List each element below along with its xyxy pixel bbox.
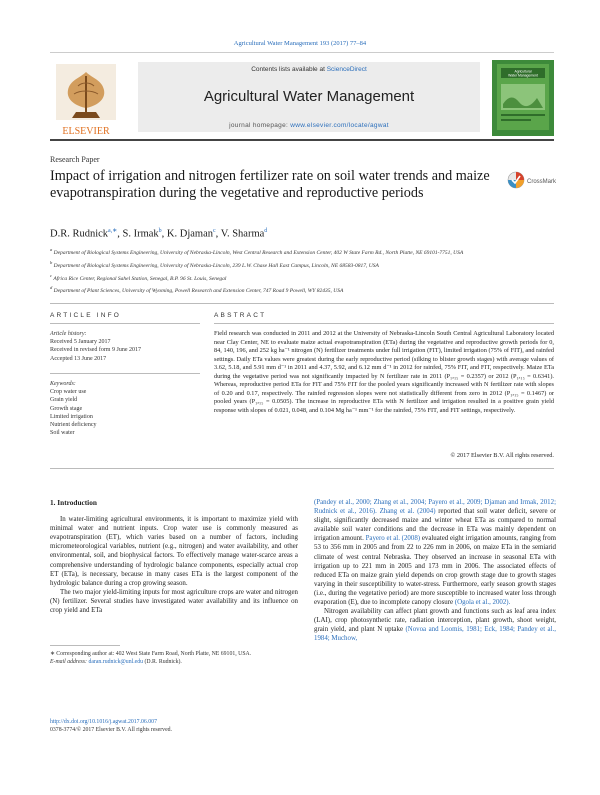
affiliation-mark: c [50,272,53,278]
author-separator: , [161,228,167,240]
keywords [50,380,200,437]
section-heading: 1. Introduction [50,498,97,507]
crossmark-icon [507,170,557,190]
divider [50,323,200,324]
journal-reference[interactable]: Agricultural Water Management 193 (2017) 77–84 [233,40,367,47]
citation-link[interactable]: (Novoa and Loomis, 1981; Eck, 1984; Pandey et al., 1984; Muchow, [314,626,556,643]
affiliation-text: Department of Plant Sciences, University of Wyoming, Powell Research and Extension Center, 747 Road 9 Powell, WY 82435, USA [53,288,344,295]
crossmark-label: CrossMark [527,179,557,185]
history-item: Accepted 13 June 2017 [50,355,107,362]
email-suffix: (D.R. Rudnick). [143,659,182,665]
affiliation-text: Department of Biological Systems Engineering, University of Nebraska-Lincoln, 239 L.W. Chase Hall East Campus, Lincoln, NE 68583-0817, USA [53,262,379,269]
keyword: Grain yield [50,397,78,404]
article-info-heading: ARTICLE INFO [50,312,122,319]
paragraph-text: Nitrogen availability can affect plant growth and functions such as leaf area index (LAI), crop photosynthetic rate, radiation interception, plant growth, shoot weight, grain yield, and plant N uptake [314,608,556,634]
email-link[interactable]: daran.rudnick@unl.edu [88,659,144,665]
paragraph: In water-limiting agricultural environments, it is important to maximize yield with minimal water and nutrient inputs. Crop water use is commonly measured as evapotranspiration (ET), which varies based on a number of factors, including micrometeorological variables, nutrient (e.g., nitrogen) and water availability, and other environmental, soil, and biophysical factors. To effectively manage water-scarce areas a comprehensive understanding of hydrologic balance components, especially actual crop ET (ETa), is necessary, because in many cases ETa is the largest component of the hydrologic balance during a crop growing season. [50,516,298,587]
footnotes [50,650,298,666]
author-name[interactable]: K. Djaman [166,228,213,240]
homepage-link[interactable]: www.elsevier.com/locate/agwat [290,122,389,129]
email-label: E-mail address: [50,659,89,665]
keyword: Growth stage [50,405,83,412]
keyword: Crop water use [50,389,87,396]
citation-link[interactable]: Zhang et al. (2004) [379,508,436,516]
affiliation-mark: b [50,259,53,265]
abstract-heading: ABSTRACT [214,312,267,319]
email-note [50,658,298,666]
author-name[interactable]: V. Sharma [220,228,265,240]
article-type: Research Paper [50,155,100,164]
author-name[interactable]: S. Irmak [122,228,159,240]
article-history [50,330,200,363]
publisher-logo-text: ELSEVIER [62,126,110,137]
paragraph: The two major yield-limiting inputs for most agriculture crops are water and nitrogen (N) fertilizer. Several studies have investigated water availability and its influence on crop yield and ETa [50,588,298,615]
doi-link[interactable]: http://dx.doi.org/10.1016/j.agwat.2017.06.007 [50,719,157,725]
doi-block [50,718,298,734]
paragraph [314,498,556,607]
svg-text:Water Management: Water Management [508,73,538,78]
paragraph-text: evaluated eight irrigation amounts, ranging from 53 to 356 mm in 2005 and from 22 to 226 mm in 2006, on maize ETa in the semiarid climate of west central Nebraska. They observed an increase in seasonal ETa with irrigation up to 221 mm in 2005 and 173 mm in 2006. The associated effects of reduced ETa on maize grain yield depends on crop growth stage due to growth stages varying in their susceptibility to water-stress. Furthermore, early season growth stages (i.e., during the vegetative period) are more susceptible to increased water loss through evaporation (E), due to incomplete canopy closure [314,535,557,607]
citation-link[interactable]: (Ogola et al., 2002). [454,599,511,607]
body-left-column [50,498,298,615]
affiliation-mark: d [50,285,53,291]
paragraph [314,607,556,643]
affiliation [50,284,550,295]
author-affiliation-mark[interactable]: c [213,228,216,234]
author-affiliation-mark[interactable]: d [264,228,268,234]
crossmark-badge[interactable] [507,170,557,190]
citation-link[interactable]: Payero et al. (2008) [365,535,421,543]
keyword: Limited irrigation [50,413,93,420]
divider [50,303,554,304]
author-affiliation-mark[interactable]: a,∗ [108,228,118,234]
paragraph-text: reported that soil water deficit, severe or slight, significantly decreased maize and winter wheat ETa as compared to normal available soil water conditions and the decrease in ETa was mainly dependent on irrigation amount. [314,508,556,543]
affiliation-mark: a [50,247,53,252]
author-name[interactable]: D.R. Rudnick [50,228,109,240]
affiliation-text: Africa Rice Center, Regional Sahel Station, Senegal, B.P. 96 St. Louis, Senegal [53,275,227,282]
body-right-column [314,498,556,644]
journal-homepage [138,122,480,129]
abstract-copyright: © 2017 Elsevier B.V. All rights reserved. [450,452,554,459]
sciencedirect-link[interactable]: ScienceDirect [326,66,367,73]
author-affiliation-mark[interactable]: b [158,228,162,234]
divider [50,468,554,469]
keywords-label: Keywords: [50,381,76,387]
divider [50,373,200,374]
footnote-divider [50,645,120,646]
keyword: Nutrient deficiency [50,422,97,429]
affiliation [50,272,550,283]
journal-title: Agricultural Water Management [203,88,415,105]
author-separator: , [117,228,123,240]
journal-cover-image-icon [497,64,549,130]
corresponding-author-note: ∗ Corresponding author at: 402 West State Farm Road, North Platte, NE 69101, USA. [50,651,252,657]
contents-prefix: Contents lists available at [251,66,327,73]
svg-text:Agricultural: Agricultural [514,69,532,74]
author-list [50,227,267,240]
author-separator: , [215,228,221,240]
affiliation [50,246,550,257]
history-label: Article history: [50,331,87,337]
affiliation [50,259,550,270]
abstract-text: Field research was conducted in 2011 and 2012 at the University of Nebraska-Lincoln South Central Agricultural Laboratory located near Clay Center, NE to evaluate maize actual evapotranspiration (ETa) during the vegetative and reproductive growth periods for 0, 84, 140, 196, and 252 kg ha⁻¹ nitrogen (N) fertilizer treatments under full irrigation (FIT), limited irrigation (75% of FIT), and rainfed settings. Daily ETa values were greatest during the early reproductive period (silking to blister growth stages) with average values of 3.62, 5.18, and 5.91 mm d⁻¹ in 2011 and 4.37, 5.92, and 6.12 mm d⁻¹ in 2012 for rainfed, 75% FIT, and FIT, respectively. Maize ETa during the vegetative period was not significantly impacted by N fertilizer rate in 2011 (P₁ₐ₁₅ = 0.2357) or 2012 (P₁ₐ₁₅ = 0.6341). Whereas, reproductive period ETa for FIT and 75% FIT for the pooled years significantly increased with N fertilizer rate with slopes of 0.20 and 0.17, respectively. The rainfed regression slopes were not statistically different from zero in 2012 (P₁ₐ₁₅ = 0.1467) or pooled years (P₁ₐ₁₅ = 0.0505). The increase in reproductive ETa with N fertilizer and irrigation resulted in a positive grain yield response with slopes of 0.021, 0.048, and 0.104 Mg ha⁻¹ mm⁻¹ for the rainfed, 75% FIT, and FIT settings, respectively. [214,330,554,414]
history-item: Received in revised form 9 June 2017 [50,347,141,354]
article-title: Impact of irrigation and nitrogen fertilizer rate on soil water trends and maize evapotranspiration during the vegetative and reproductive periods [50,168,490,201]
affiliation-text: Department of Biological Systems Engineering, University of Nebraska-Lincoln, West Central Research and Extension Center, 402 W State Farm Rd., North Platte, NE 69101-7751, USA [53,249,464,256]
elsevier-logo-icon[interactable] [50,62,122,138]
contents-line [138,66,480,73]
keyword: Soil water [50,430,75,437]
divider [214,323,554,324]
homepage-prefix: journal homepage: [229,122,291,129]
history-item: Received 5 January 2017 [50,339,111,346]
citation-link[interactable]: (Pandey et al., 2000; Zhang et al., 2004; Payero et al., 2009; Djaman and Irmak, 2012; Rudnick et al., 2016). [314,499,556,516]
affiliations [50,246,550,297]
issn-line: 0378-3774/© 2017 Elsevier B.V. All rights reserved. [50,727,172,733]
